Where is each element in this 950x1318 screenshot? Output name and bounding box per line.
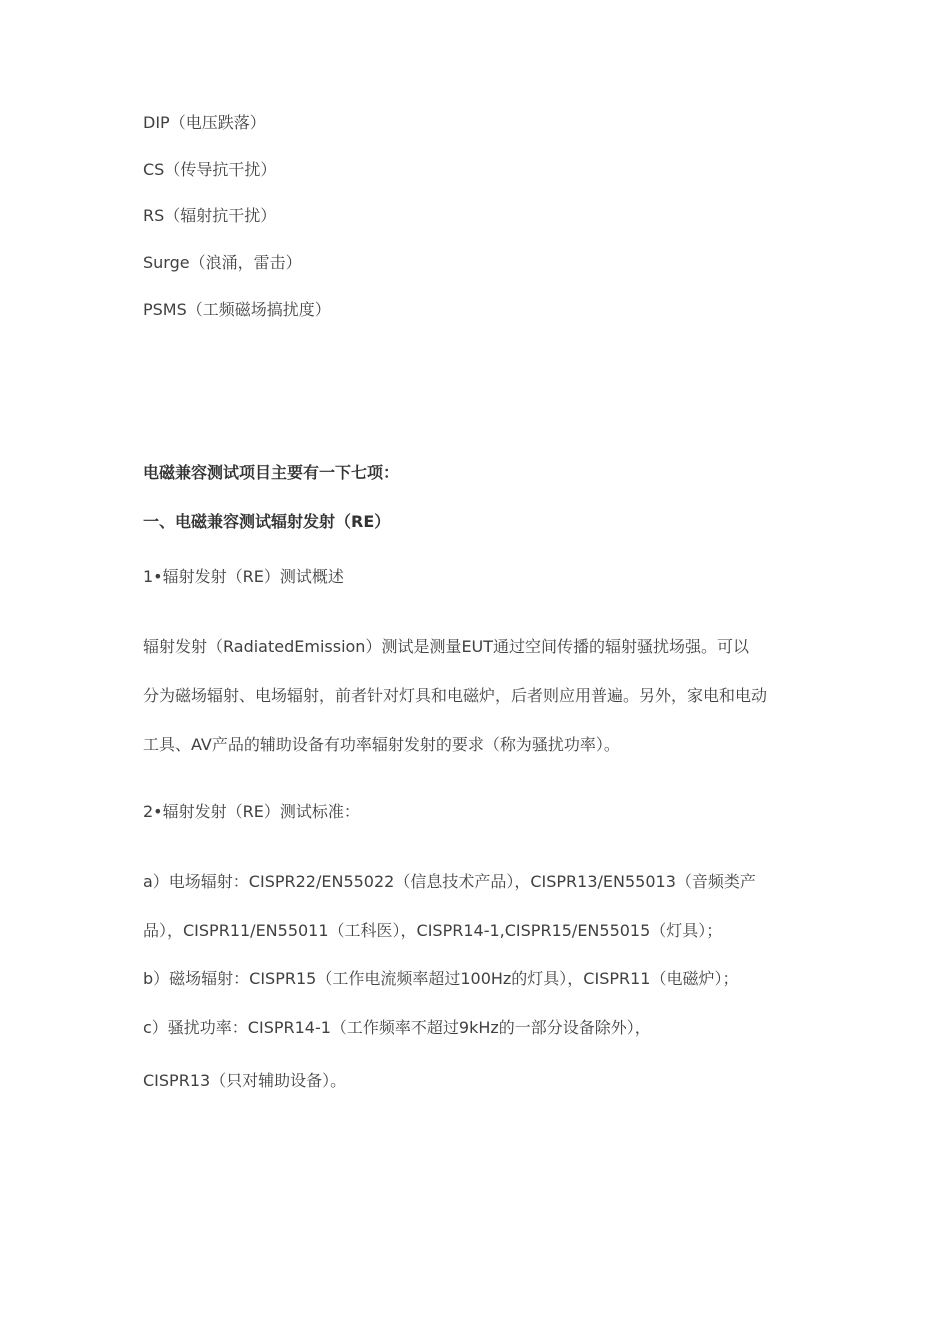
paragraph-line: 辐射发射（RadiatedEmission）测试是测量EUT通过空间传播的辐射骚扰场强。可以 — [143, 637, 750, 656]
standard-line: 品），CISPR11/EN55011（工科医），CISPR14-1,CISPR15/EN55015（灯具）； — [143, 921, 723, 940]
list-item-dip: DIP（电压跌落） — [143, 113, 266, 132]
list-item-surge: Surge（浪涌，雷击） — [143, 253, 302, 272]
subsection-title-standards: 2•辐射发射（RE）测试标准： — [143, 802, 360, 821]
standard-line: b）磁场辐射：CISPR15（工作电流频率超过100Hz的灯具），CISPR11（电磁炉）； — [143, 969, 739, 988]
standard-line: c）骚扰功率：CISPR14-1（工作频率不超过9kHz的一部分设备除外）， — [143, 1018, 651, 1037]
paragraph-line: 工具、AV产品的辅助设备有功率辐射发射的要求（称为骚扰功率）。 — [143, 735, 620, 754]
list-item-psms: PSMS（工频磁场搞扰度） — [143, 300, 331, 319]
list-item-rs: RS（辐射抗干扰） — [143, 206, 277, 225]
section-title: 一、电磁兼容测试辐射发射（RE） — [143, 512, 391, 531]
list-item-cs: CS（传导抗干扰） — [143, 160, 277, 179]
standard-line: CISPR13（只对辅助设备）。 — [143, 1071, 347, 1090]
section-intro: 电磁兼容测试项目主要有一下七项： — [143, 463, 400, 482]
paragraph-line: 分为磁场辐射、电场辐射，前者针对灯具和电磁炉，后者则应用普遍。另外，家电和电动 — [143, 686, 768, 705]
subsection-title-overview: 1•辐射发射（RE）测试概述 — [143, 567, 344, 586]
standard-line: a）电场辐射：CISPR22/EN55022（信息技术产品），CISPR13/EN55013（音频类产 — [143, 872, 756, 891]
